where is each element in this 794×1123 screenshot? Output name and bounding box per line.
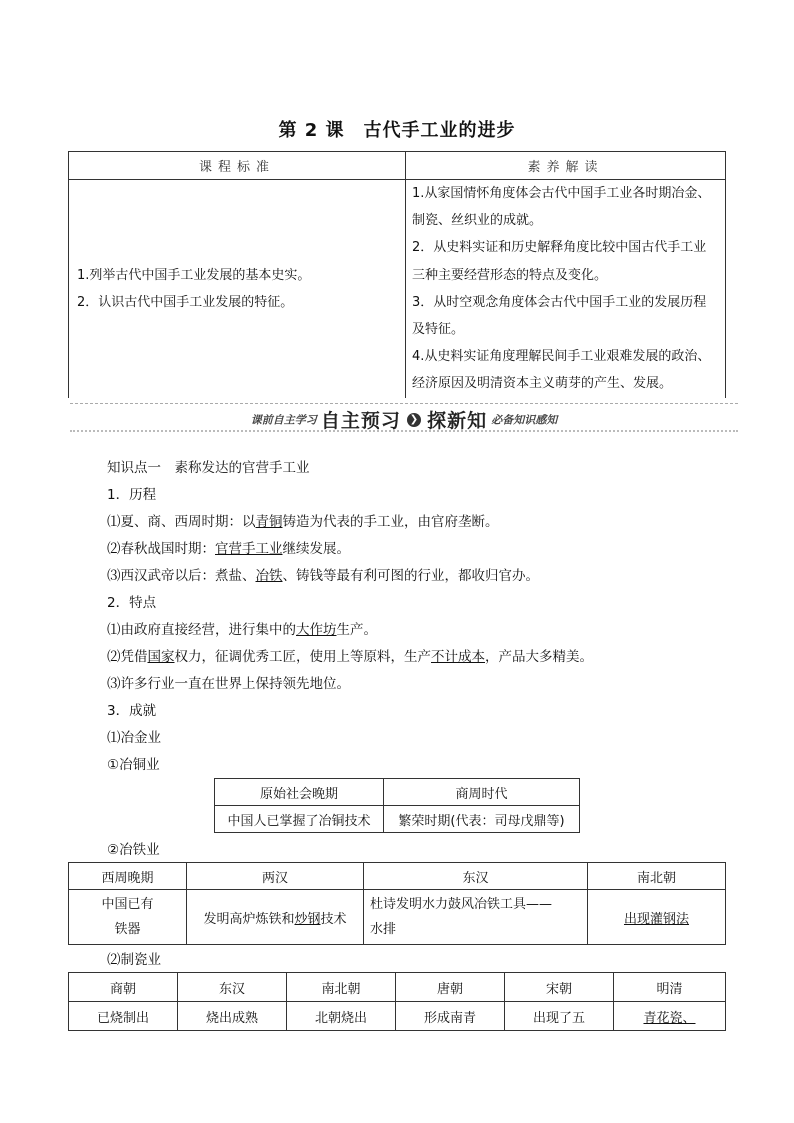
answer-blank: 大作坊 bbox=[296, 622, 337, 638]
table-cell: 形成南青 bbox=[396, 1002, 505, 1031]
table-header: 宋朝 bbox=[505, 973, 614, 1002]
answer-blank: 官营手工业 bbox=[215, 541, 283, 557]
paragraph: ⑴由政府直接经营，进行集中的大作坊生产。 bbox=[107, 622, 377, 638]
banner-divider bbox=[70, 403, 738, 404]
table-header: 两汉 bbox=[187, 863, 364, 890]
standards-left-cell bbox=[69, 180, 406, 399]
subsection-heading: ⑵制瓷业 bbox=[107, 952, 161, 968]
table-cell: 出现了五 bbox=[505, 1002, 614, 1031]
table-header: 商周时代 bbox=[383, 779, 579, 806]
answer-blank: 炒钢 bbox=[294, 911, 321, 927]
table-cell: 出现灌钢法 bbox=[588, 890, 726, 945]
literacy-line: 三种主要经营形态的特点及变化。 bbox=[412, 267, 608, 283]
paragraph: ⑶西汉武帝以后：煮盐、冶铁、铸钱等最有利可图的行业，都收归官办。 bbox=[107, 568, 539, 584]
standards-right-cell bbox=[406, 180, 726, 399]
banner-title-2: 探新知 bbox=[427, 410, 488, 432]
table-header: 明清 bbox=[614, 973, 726, 1002]
standards-table bbox=[68, 151, 726, 398]
answer-blank: 灌钢法 bbox=[650, 911, 690, 927]
section-heading: 3．成就 bbox=[107, 703, 157, 719]
literacy-line: 4.从史料实证角度理解民间手工业艰难发展的政治、 bbox=[412, 349, 711, 365]
paragraph: ⑵凭借国家权力，征调优秀工匠，使用上等原料，生产不计成本，产品大多精美。 bbox=[107, 649, 593, 665]
table-cell: 已烧制出 bbox=[69, 1002, 178, 1031]
section-heading: 2．特点 bbox=[107, 595, 157, 611]
table-cell: 北朝烧出 bbox=[287, 1002, 396, 1031]
literacy-line: 1.从家国情怀角度体会古代中国手工业各时期冶金、 bbox=[412, 186, 711, 201]
table-cell: 中国已有 铁器 bbox=[69, 890, 187, 945]
knowledge-point-heading: 知识点一 素称发达的官营手工业 bbox=[107, 460, 310, 476]
section-banner bbox=[70, 403, 738, 433]
table-cell: 发明高炉炼铁和炒钢技术 bbox=[187, 890, 364, 945]
literacy-line: 及特征。 bbox=[412, 322, 465, 338]
iron-table bbox=[68, 862, 726, 945]
table-header: 南北朝 bbox=[588, 863, 726, 890]
table-header: 南北朝 bbox=[287, 973, 396, 1002]
literacy-line: 经济原因及明清资本主义萌芽的产生、发展。 bbox=[412, 376, 673, 392]
literacy-line: 制瓷、丝织业的成就。 bbox=[412, 213, 543, 229]
porcelain-table bbox=[68, 972, 726, 1031]
standard-item: 1.列举古代中国手工业发展的基本史实。 bbox=[77, 268, 311, 283]
table-cell: 繁荣时期(代表：司母戊鼎等) bbox=[383, 806, 579, 833]
table-header: 唐朝 bbox=[396, 973, 505, 1002]
standards-header-right: 素养解读 bbox=[406, 152, 726, 180]
table-header: 西周晚期 bbox=[69, 863, 187, 890]
literacy-line: 2．从史料实证和历史解释角度比较中国古代手工业 bbox=[412, 240, 707, 256]
page-title: 第 2 课 古代手工业的进步 bbox=[278, 120, 516, 141]
subsection-heading: ②冶铁业 bbox=[107, 842, 160, 858]
answer-blank: 国家 bbox=[147, 649, 175, 665]
paragraph: ⑶许多行业一直在世界上保持领先地位。 bbox=[107, 676, 350, 692]
paragraph: ⑴夏、商、西周时期：以青铜铸造为代表的手工业，由官府垄断。 bbox=[107, 514, 499, 530]
table-header: 东汉 bbox=[364, 863, 588, 890]
banner-title-1: 自主预习 bbox=[320, 410, 401, 432]
section-heading: 1．历程 bbox=[107, 487, 157, 503]
answer-blank: 冶铁 bbox=[255, 568, 283, 584]
table-cell: 中国人已掌握了冶铜技术 bbox=[215, 806, 384, 833]
answer-blank: 青铜 bbox=[255, 514, 283, 530]
table-header: 原始社会晚期 bbox=[215, 779, 384, 806]
standard-item: 2．认识古代中国手工业发展的特征。 bbox=[77, 295, 294, 310]
copper-table bbox=[214, 778, 580, 833]
paragraph: ⑵春秋战国时期：官营手工业继续发展。 bbox=[107, 541, 350, 557]
arrow-right-icon: ❯ bbox=[407, 413, 421, 427]
answer-blank: 不计成本 bbox=[431, 649, 485, 665]
banner-left-caption: 课前自主学习 bbox=[250, 413, 317, 427]
table-cell: 烧出成熟 bbox=[178, 1002, 287, 1031]
banner-right-caption: 必备知识感知 bbox=[491, 413, 558, 427]
subsection-heading: ①冶铜业 bbox=[107, 757, 160, 773]
table-cell: 杜诗发明水力鼓风冶铁工具—— 水排 bbox=[364, 890, 588, 945]
standards-header-left: 课程标准 bbox=[69, 152, 406, 180]
literacy-line: 3．从时空观念角度体会古代中国手工业的发展历程 bbox=[412, 294, 707, 310]
table-header: 商朝 bbox=[69, 973, 178, 1002]
table-cell: 青花瓷、 bbox=[614, 1002, 726, 1031]
subsection-heading: ⑴冶金业 bbox=[107, 730, 161, 746]
table-header: 东汉 bbox=[178, 973, 287, 1002]
